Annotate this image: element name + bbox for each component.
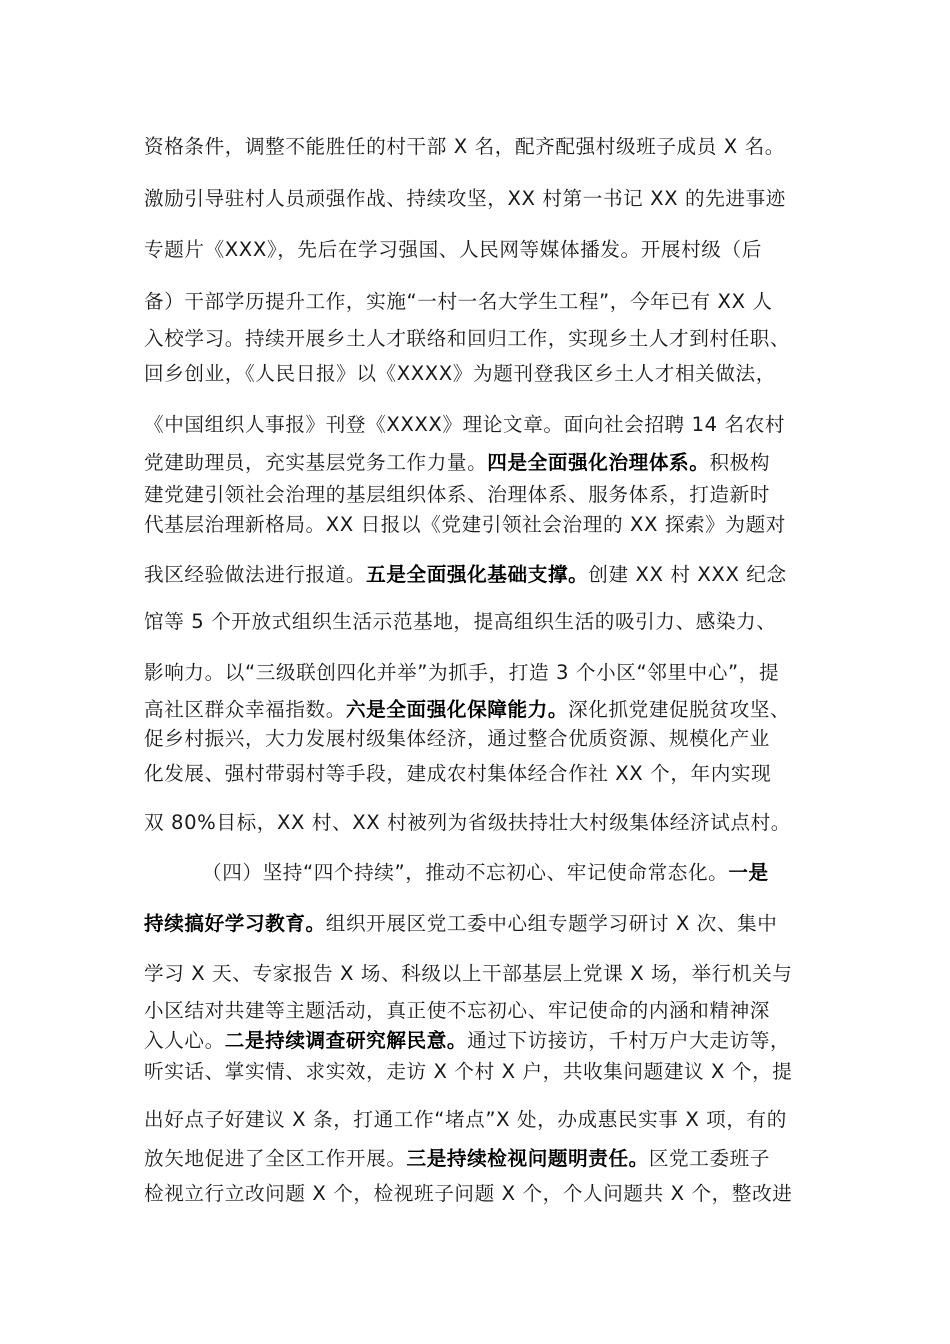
line-text: 代基层治理新格局。XX 日报以《党建引领社会治理的 XX 探索》为题对 — [144, 513, 787, 536]
text-line — [144, 478, 814, 512]
line-text: 化发展、强村带弱村等手段，建成农村集体经合作社 XX 个，年内实现 — [144, 762, 772, 785]
bold-heading-text: 五是全面强化基础支撑。 — [366, 563, 589, 586]
text-line — [144, 757, 814, 791]
line-text: 专题片《XXX》，先后在学习强国、人民网等媒体播发。开展村级（后 — [144, 238, 762, 261]
line-text: （四）坚持“四个持续”，推动不忘初心、牢记使命常态化。 — [202, 861, 729, 884]
line-text: 区党工委班子 — [648, 1147, 771, 1170]
line-text: 党建助理员，充实基层党务工作力量。 — [144, 451, 488, 474]
line-text: 回乡创业，《人民日报》以《XXXX》为题刊登我区乡土人才相关做法， — [144, 362, 776, 385]
text-line — [144, 285, 814, 319]
bold-heading-text: 一是 — [728, 861, 769, 884]
bold-heading-text: 六是全面强化保障能力。 — [345, 698, 569, 721]
text-line — [144, 994, 814, 1028]
line-text: 创建 XX 村 XXX 纪念 — [588, 563, 787, 586]
line-text: 出好点子好建议 X 条，打通工作“堵点”X 处，办成惠民实事 X 项，有的 — [144, 1108, 787, 1131]
line-text: 促乡村振兴，大力发展村级集体经济，通过整合优质资源、规模化产业 — [144, 727, 771, 750]
line-text: 高社区群众幸福指数。 — [144, 698, 346, 721]
bold-heading-text: 四是全面强化治理体系。 — [487, 451, 710, 474]
line-text: 组织开展区党工委中心组专题学习研讨 X 次、集中 — [325, 912, 778, 935]
text-line — [144, 656, 814, 690]
line-text: 备）干部学历提升工作，实施“一村一名大学生工程”，今年已有 XX 人 — [144, 290, 773, 313]
text-line — [144, 1055, 814, 1089]
text-line — [144, 806, 814, 840]
bold-heading-text: 持续搞好学习教育。 — [144, 912, 326, 935]
text-line — [144, 130, 814, 164]
text-line — [144, 322, 814, 356]
bold-heading-text: 三是持续检视问题明责任。 — [406, 1147, 649, 1170]
line-text: 我区经验做法进行报道。 — [144, 563, 367, 586]
line-text: 双 80%目标，XX 村、XX 村被列为省级扶持壮大村级集体经济试点村。 — [144, 811, 791, 834]
line-text: 入校学习。持续开展乡土人才联络和回归工作，实现乡土人才到村任职、 — [144, 327, 791, 350]
text-line — [144, 508, 814, 542]
line-text: 通过下访接访，千村万户大走访等， — [467, 1029, 791, 1052]
line-text: 入人心。 — [144, 1029, 225, 1052]
line-text: 资格条件，调整不能胜任的村干部 X 名，配齐配强村级班子成员 X 名。 — [144, 135, 785, 158]
line-text: 检视立行立改问题 X 个，检视班子问题 X 个，个人问题共 X 个，整改进 — [144, 1182, 793, 1205]
bold-heading-text: 二是持续调查研究解民意。 — [224, 1029, 468, 1052]
line-text: 《中国组织人事报》刊登《XXXX》理论文章。面向社会招聘 14 名农村 — [144, 413, 786, 436]
text-line — [144, 558, 814, 592]
line-text: 小区结对共建等主题活动，真正使不忘初心、牢记使命的内涵和精神深 — [144, 999, 771, 1022]
text-line — [144, 1103, 814, 1137]
text-line — [144, 907, 814, 941]
line-text: 影响力。以“三级联创四化并举”为抓手，打造 3 个小区“邻里中心”，提 — [144, 661, 780, 684]
line-text: 积极构 — [709, 451, 771, 474]
text-line — [144, 1024, 814, 1058]
line-text: 建党建引领社会治理的基层组织体系、治理体系、服务体系，打造新时 — [144, 483, 771, 506]
line-text: 学习 X 天、专家报告 X 场、科级以上干部基层上党课 X 场，举行机关与 — [144, 962, 793, 985]
text-line — [144, 957, 814, 991]
text-line — [144, 446, 814, 480]
text-line — [144, 1177, 814, 1211]
text-line — [202, 856, 822, 890]
text-line — [144, 357, 814, 391]
line-text: 激励引导驻村人员顽强作战、持续攻坚，XX 村第一书记 XX 的先进事迹 — [144, 187, 787, 210]
line-text: 听实话、掌实情、求实效，走访 X 个村 X 户，共收集问题建议 X 个，提 — [144, 1060, 793, 1083]
line-text: 放矢地促进了全区工作开展。 — [144, 1147, 407, 1170]
text-line — [144, 408, 814, 442]
text-line — [144, 722, 814, 756]
line-text: 深化抓党建促脱贫攻坚、 — [568, 698, 791, 721]
line-text: 馆等 5 个开放式组织生活示范基地，提高组织生活的吸引力、感染力、 — [144, 610, 777, 633]
text-line — [144, 233, 814, 267]
text-line — [144, 182, 814, 216]
text-line — [144, 605, 814, 639]
text-line — [144, 1142, 814, 1176]
